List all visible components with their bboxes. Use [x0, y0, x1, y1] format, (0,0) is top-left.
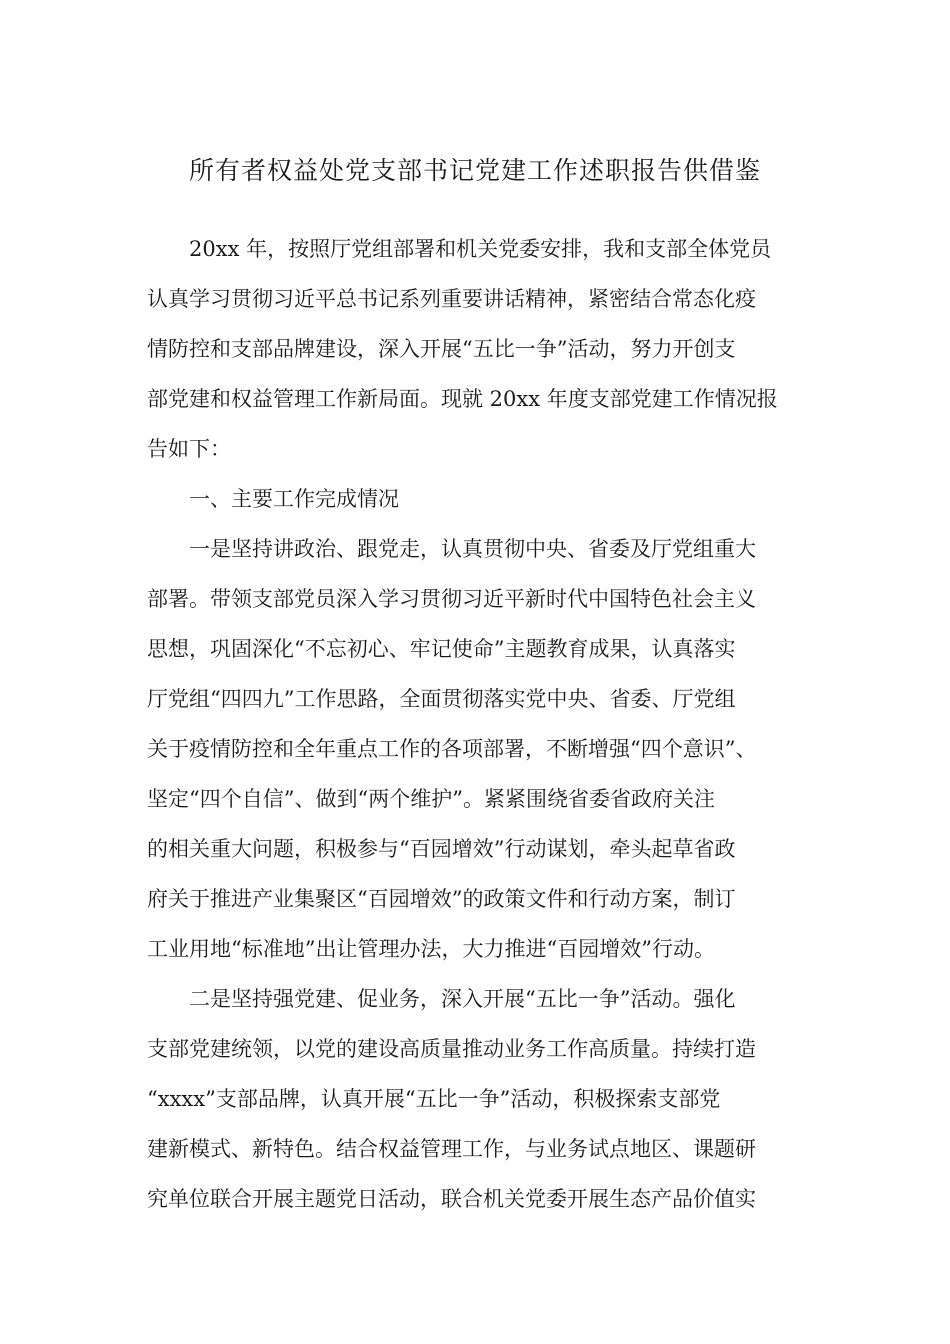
section-heading: 一、主要工作完成情况 [147, 487, 399, 511]
body-line-8: 部署。带领支部党员深入学习贯彻习近平新时代中国特色社会主义 [147, 587, 756, 611]
body-line-3: 情防控和支部品牌建设，深入开展“五比一争”活动，努力开创支 [147, 337, 736, 361]
body-line-15: 工业用地“标准地”出让管理办法，大力推进“百园增效”行动。 [147, 937, 715, 961]
body-line-13: 的相关重大问题，积极参与“百园增效”行动谋划，牵头起草省政 [147, 837, 736, 861]
body-line-9: 思想，巩固深化“不忘初心、牢记使命”主题教育成果，认真落实 [147, 637, 736, 661]
body-line-4: 部党建和权益管理工作新局面。现就 20xx 年度支部党建工作情况报 [147, 387, 778, 411]
body-line-11: 关于疫情防控和全年重点工作的各项部署，不断增强“四个意识”、 [147, 737, 757, 761]
body-line-5: 告如下： [147, 437, 231, 461]
body-line-1: 20xx 年，按照厅党组部署和机关党委安排，我和支部全体党员 [147, 237, 772, 261]
body-line-10: 厅党组“四四九”工作思路，全面贯彻落实党中央、省委、厅党组 [147, 687, 736, 711]
body-line-12: 坚定“四个自信”、做到“两个维护”。紧紧围绕省委省政府关注 [147, 787, 715, 811]
body-line-17: 支部党建统领，以党的建设高质量推动业务工作高质量。持续打造 [147, 1037, 756, 1061]
body-line-16: 二是坚持强党建、促业务，深入开展“五比一争”活动。强化 [147, 987, 736, 1011]
body-line-14: 府关于推进产业集聚区“百园增效”的政策文件和行动方案，制订 [147, 887, 736, 911]
document-title: 所有者权益处党支部书记党建工作述职报告供借鉴 [188, 155, 761, 185]
body-line-18: “xxxx”支部品牌，认真开展“五比一争”活动，积极探索支部党 [147, 1087, 721, 1111]
body-line-19: 建新模式、新特色。结合权益管理工作，与业务试点地区、课题研 [147, 1137, 756, 1161]
body-line-20: 究单位联合开展主题党日活动，联合机关党委开展生态产品价值实 [147, 1187, 756, 1211]
body-line-7: 一是坚持讲政治、跟党走，认真贯彻中央、省委及厅党组重大 [147, 537, 756, 561]
body-line-2: 认真学习贯彻习近平总书记系列重要讲话精神，紧密结合常态化疫 [147, 287, 756, 311]
